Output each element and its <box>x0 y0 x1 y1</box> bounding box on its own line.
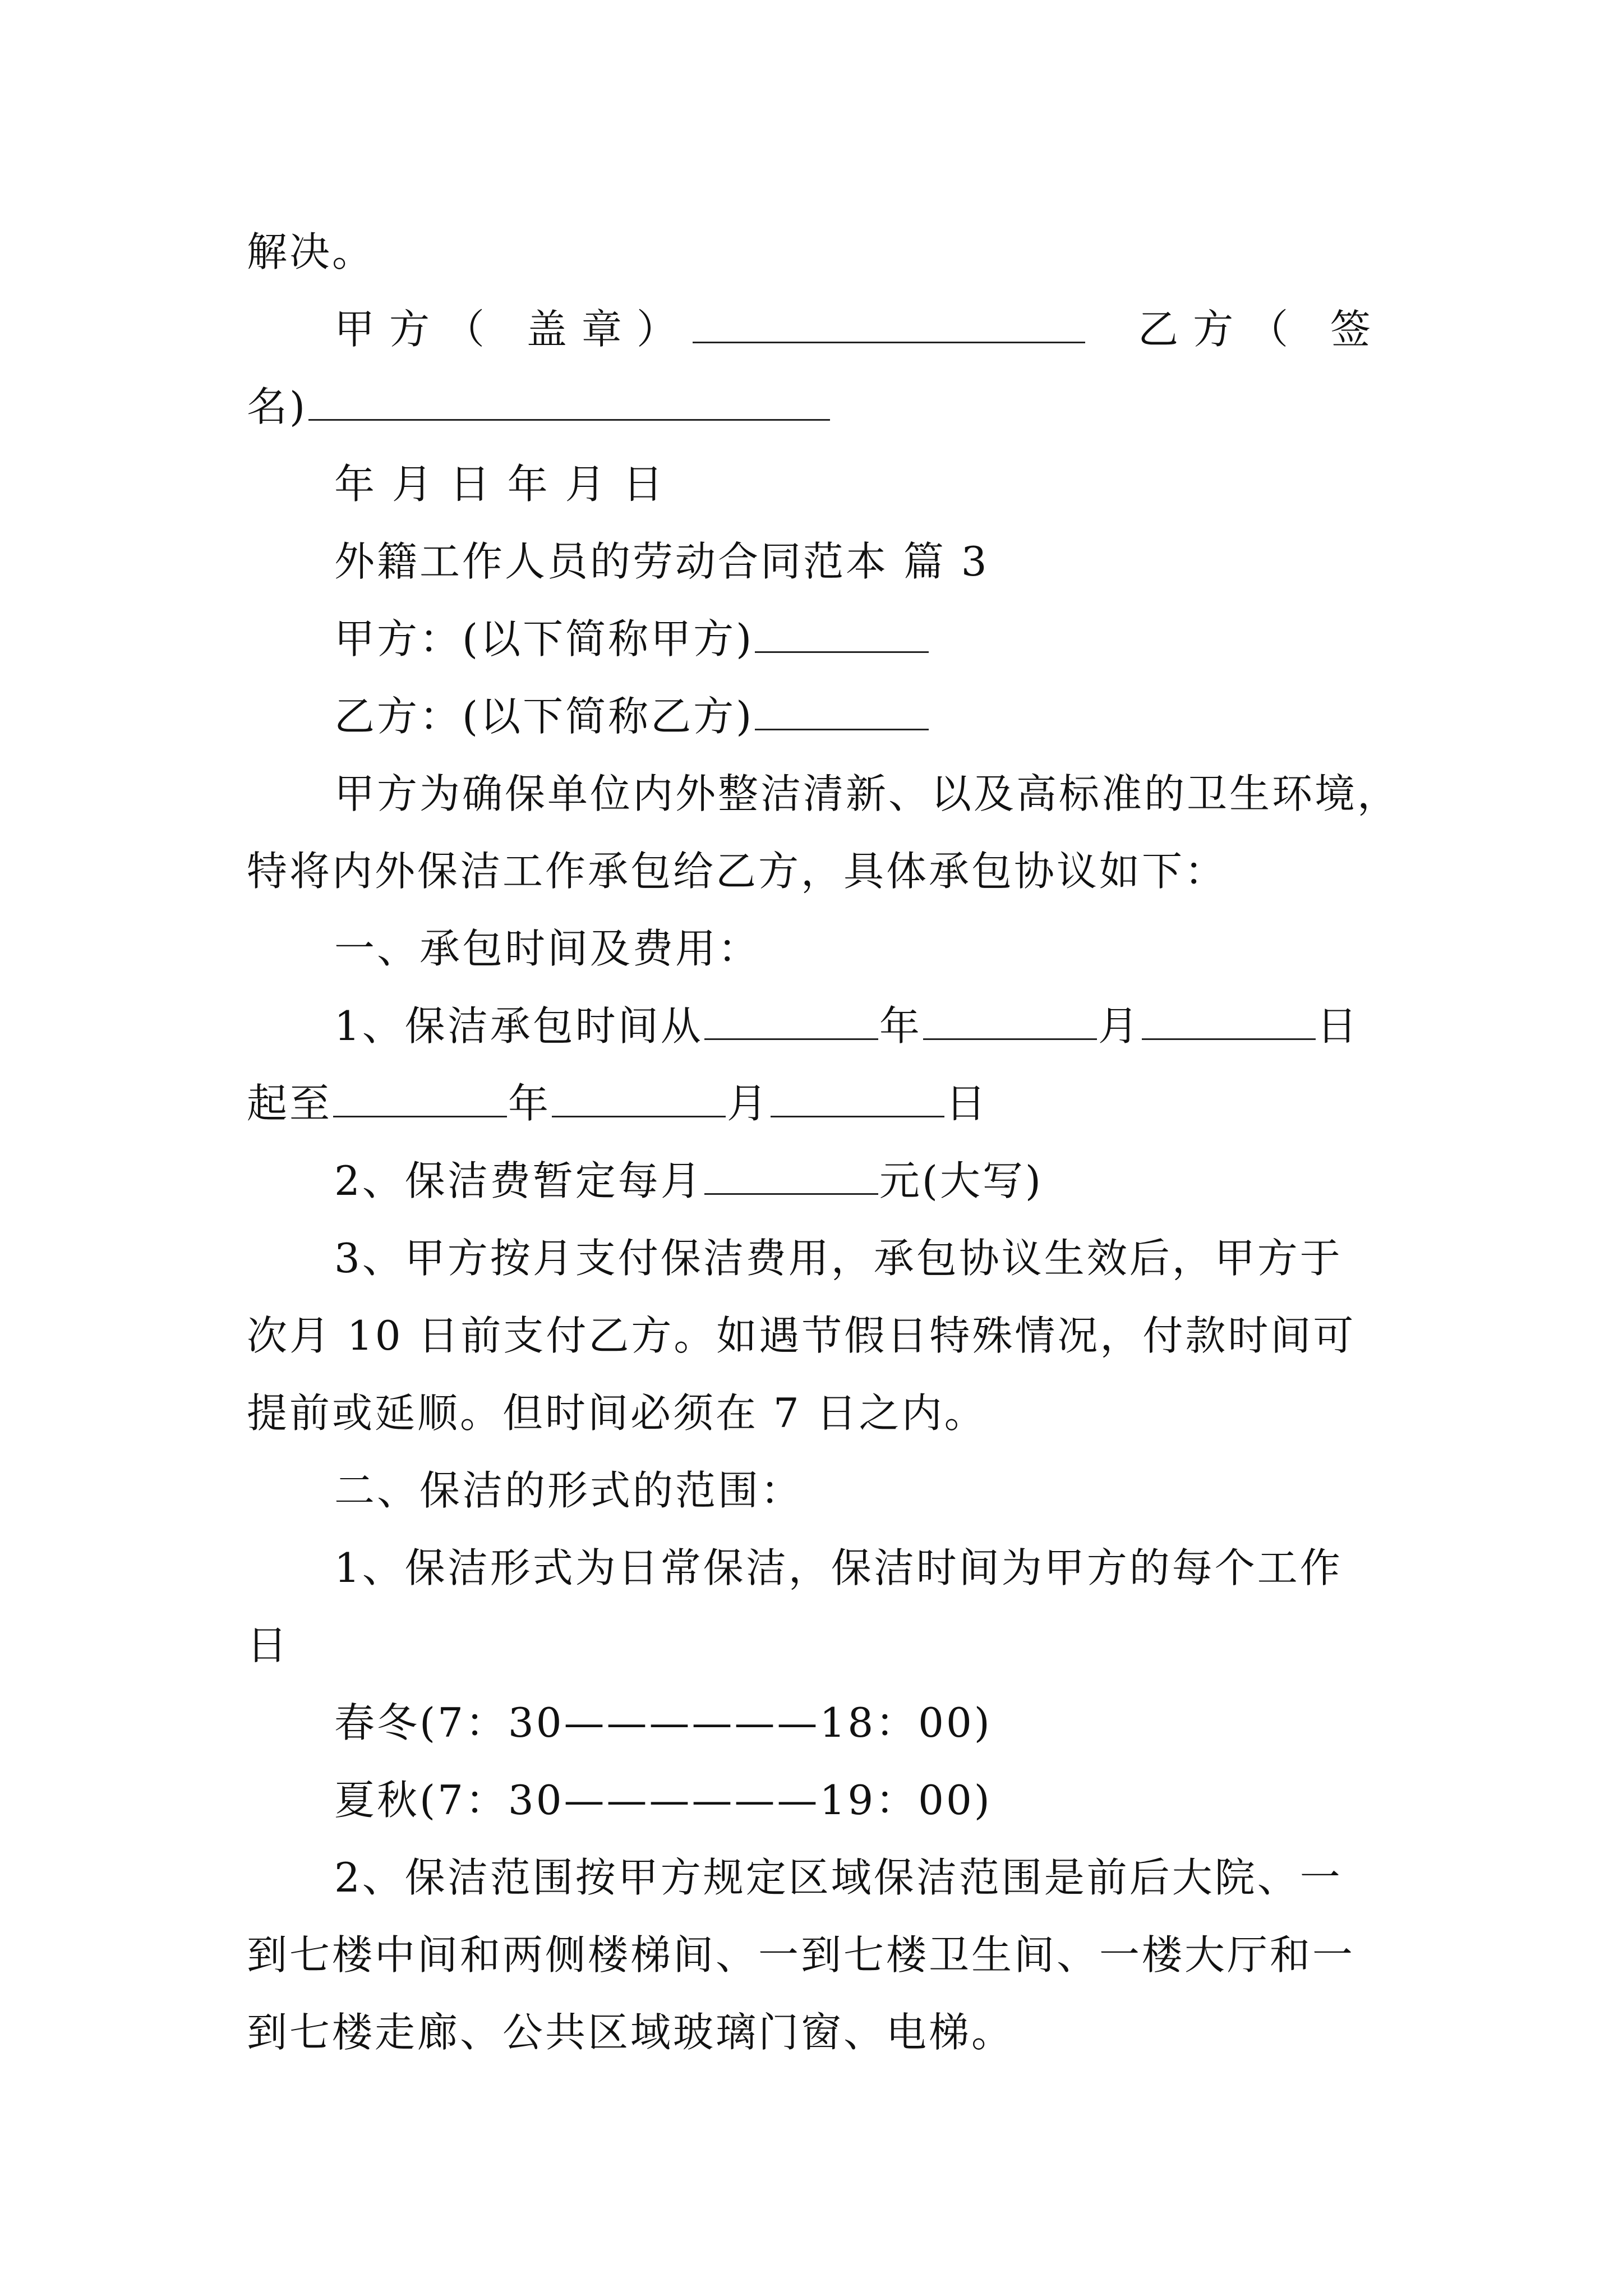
text: 春冬(7：30——————18：00) <box>334 1699 992 1746</box>
text: 一、承包时间及费用： <box>334 925 761 972</box>
signature-line <box>247 291 1385 368</box>
clause-heading <box>247 910 1385 987</box>
paragraph-line <box>247 213 1385 291</box>
end-year-blank[interactable] <box>333 1079 507 1117</box>
text: 日 <box>1316 1002 1359 1050</box>
paragraph-line <box>247 1297 1385 1374</box>
text: 名) <box>247 383 308 430</box>
paragraph-line <box>247 755 1400 832</box>
text: 起至 <box>247 1080 333 1127</box>
paragraph-line <box>247 1374 1385 1452</box>
paragraph-line <box>247 1220 1385 1297</box>
section-heading <box>247 523 1385 600</box>
text: 月 <box>1098 1002 1141 1050</box>
text: 2、保洁范围按甲方规定区域保洁范围是前后大院、一 <box>334 1854 1343 1901</box>
start-day-blank[interactable] <box>1142 1001 1316 1040</box>
text: 甲方为确保单位内外整洁清新、以及高标准的卫生环境， <box>334 770 1400 817</box>
paragraph-line <box>247 1607 1385 1684</box>
text: 乙方：(以下简称乙方) <box>334 693 754 740</box>
party-b-sign-label: 乙方（ 签 <box>1138 306 1385 353</box>
text: 月 <box>727 1080 770 1127</box>
end-day-blank[interactable] <box>771 1079 944 1117</box>
party-b-line <box>247 678 1385 755</box>
text: 年 月 日 年 月 日 <box>334 461 666 508</box>
text: 到七楼中间和两侧楼梯间、一到七楼卫生间、一楼大厅和一 <box>247 1931 1355 1978</box>
paragraph-line <box>247 1916 1385 1994</box>
text: 年 <box>879 1002 922 1050</box>
schedule-line <box>247 1761 1385 1839</box>
text: 次月 10 日前支付乙方。如遇节假日特殊情况，付款时间可 <box>247 1312 1356 1359</box>
text: 元(大写) <box>879 1157 1043 1204</box>
schedule-line <box>247 1684 1385 1761</box>
text: 二、保洁的形式的范围： <box>334 1467 804 1514</box>
party-b-blank[interactable] <box>755 692 929 730</box>
party-a-line <box>247 600 1385 678</box>
text: 特将内外保洁工作承包给乙方，具体承包协议如下： <box>247 848 1228 895</box>
text: 3、甲方按月支付保洁费用，承包协议生效后，甲方于 <box>334 1235 1343 1282</box>
text: 日 <box>946 1080 989 1127</box>
text: 1、保洁形式为日常保洁，保洁时间为甲方的每个工作 <box>334 1544 1343 1591</box>
date-line <box>247 445 1385 523</box>
text: 夏秋(7：30——————19：00) <box>334 1777 992 1824</box>
start-month-blank[interactable] <box>923 1001 1097 1040</box>
text: 年 <box>508 1080 551 1127</box>
signature-blank[interactable] <box>693 305 1085 343</box>
document-page <box>247 213 1400 2071</box>
text: 外籍工作人员的劳动合同范本 篇 3 <box>334 538 989 585</box>
start-year-blank[interactable] <box>704 1001 878 1040</box>
signature-blank[interactable] <box>308 382 830 421</box>
monthly-fee-blank[interactable] <box>704 1156 878 1195</box>
end-month-blank[interactable] <box>552 1079 726 1117</box>
text: 1、保洁承包时间从 <box>334 1002 703 1050</box>
text: 解决。 <box>247 228 375 275</box>
text: 2、保洁费暂定每月 <box>334 1157 703 1204</box>
clause-heading <box>247 1452 1385 1529</box>
party-a-seal-label: 甲方（ 盖章） <box>334 291 1086 368</box>
text: 日 <box>247 1622 290 1669</box>
text: 提前或延顺。但时间必须在 7 日之内。 <box>247 1389 987 1437</box>
contract-period-line <box>247 1065 1385 1142</box>
party-a-blank[interactable] <box>755 614 929 653</box>
paragraph-line <box>247 1529 1385 1607</box>
fee-line <box>247 1142 1385 1220</box>
contract-period-line <box>247 987 1385 1065</box>
paragraph-line <box>247 1839 1385 1916</box>
text: 甲方：(以下简称甲方) <box>334 615 754 662</box>
text: 到七楼走廊、公共区域玻璃门窗、电梯。 <box>247 2009 1015 2056</box>
paragraph-line <box>247 1994 1385 2071</box>
paragraph-line <box>247 832 1385 910</box>
signature-line-continued <box>247 368 1385 445</box>
